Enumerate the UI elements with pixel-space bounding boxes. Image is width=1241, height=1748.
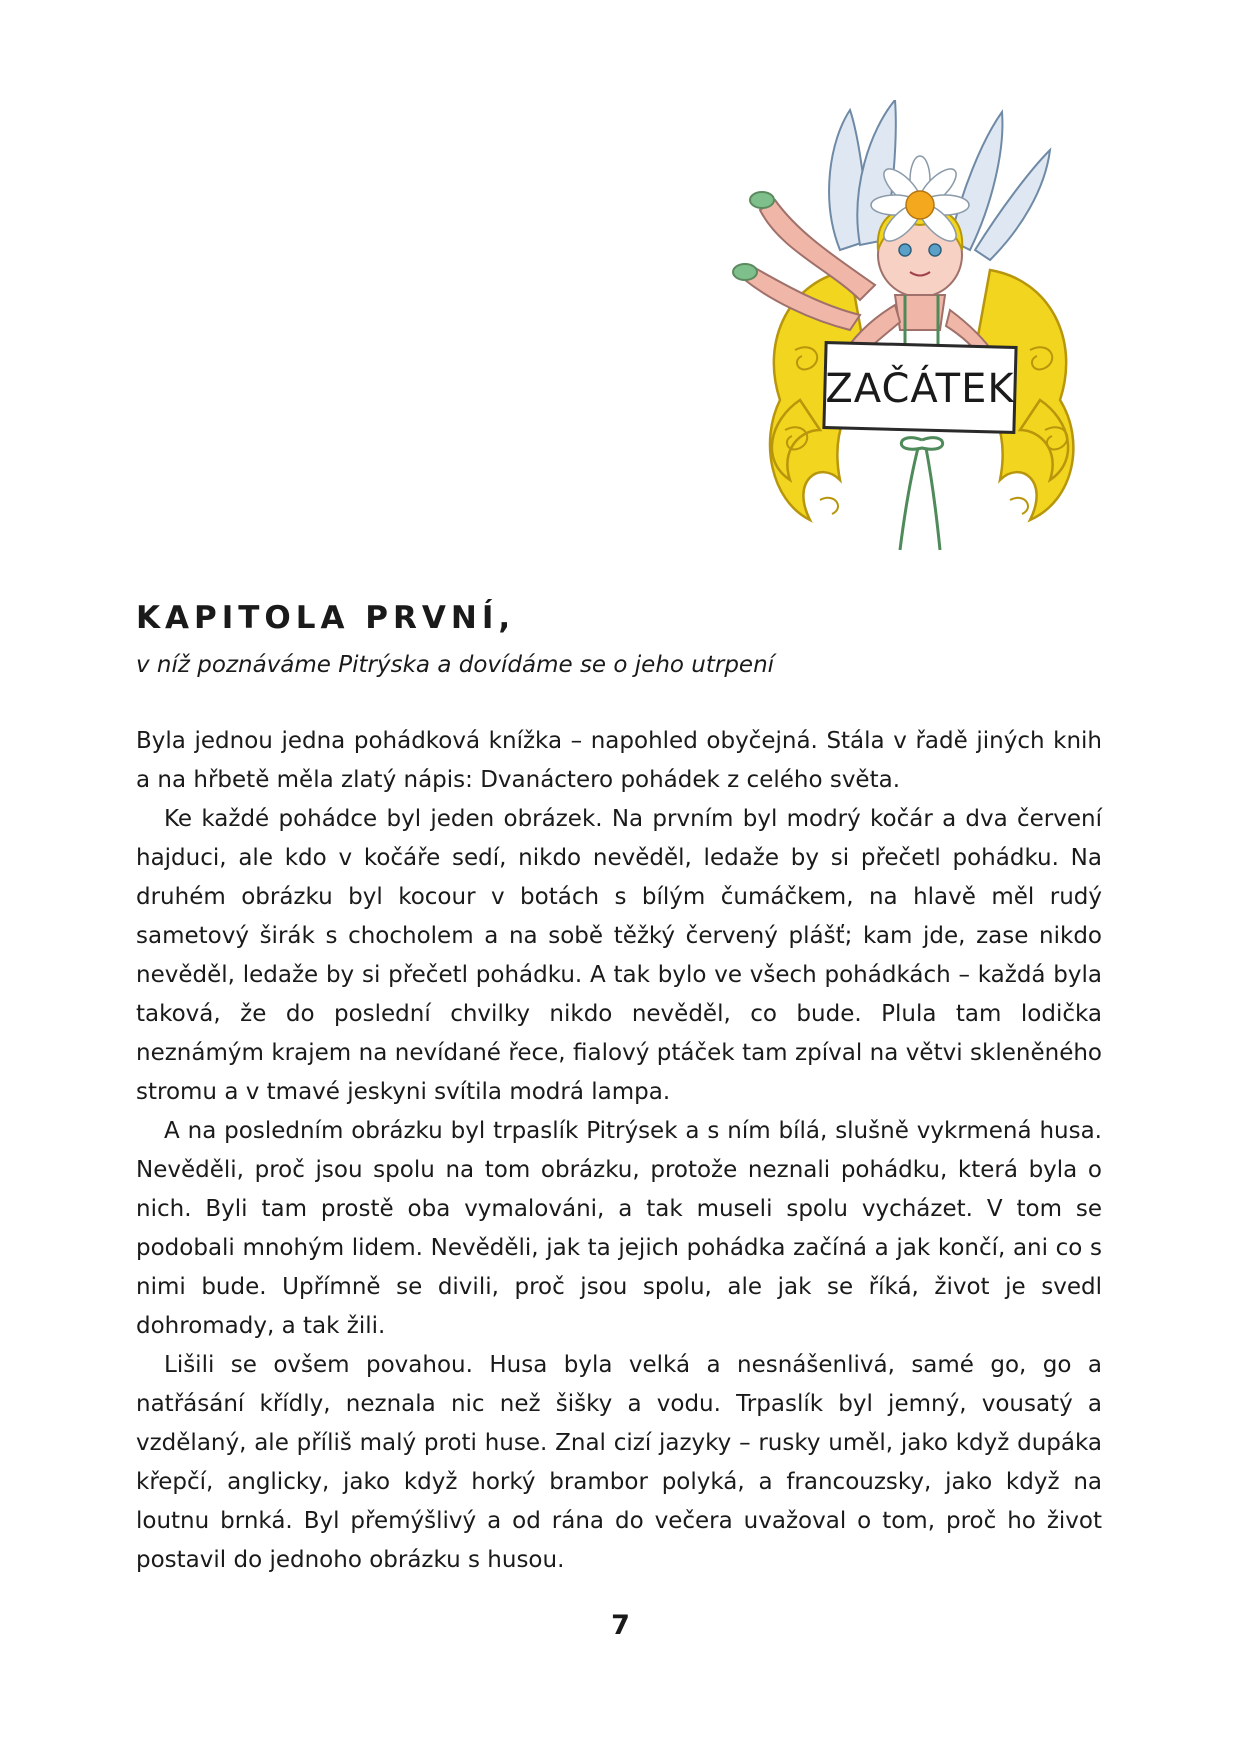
body-text (136, 722, 1102, 1580)
paragraph: A na posledním obrázku byl trpaslík Pitrýsek a s ním bílá, slušně vykrmená husa. Nevěděli, proč jsou spolu na tom obrázku, protože neznali pohádku, která byla o nich. Byli tam prostě oba vymalováni, a tak museli spolu vycházet. V tom se podobali mnohým lidem. Nevěděli, jak ta jejich pohádka začíná a jak končí, ani co s nimi bude. Upřímně se divili, proč jsou spolu, ale jak se říká, život je svedl dohromady, a tak žili. (136, 1118, 1102, 1339)
fairy-girl-illustration (700, 100, 1140, 560)
page-number: 7 (611, 1610, 630, 1641)
sign-label: ZAČÁTEK (825, 366, 1015, 412)
paragraph: Lišili se ovšem povahou. Husa byla velká a nesnášenlivá, samé go, go a natřásání křídly, neznala nic než šišky a vodu. Trpaslík byl jemný, vousatý a vzdělaný, ale příliš malý proti huse. Znal cizí jazyky – rusky uměl, jako když dupáka křepčí, anglicky, jako když horký brambor polyká, a francouzsky, jako když na loutnu brnká. Byl přemýšlivý a od rána do večera uvažoval o tom, proč ho život postavil do jednoho obrázku s husou. (136, 1352, 1102, 1573)
chapter-subtitle: v níž poznáváme Pitrýska a dovídáme se o jeho utrpení (136, 652, 775, 678)
paragraph: Byla jednou jedna pohádková knížka – napohled obyčejná. Stála v řadě jiných knih a na hřbetě měla zlatý nápis: Dvanáctero pohádek z celého světa. (136, 728, 1102, 793)
chapter-title: KAPITOLA PRVNÍ, (136, 600, 516, 636)
paragraph: Ke každé pohádce byl jeden obrázek. Na prvním byl modrý kočár a dva červení hajduci, ale kdo v kočáře sedí, nikdo nevěděl, ledaže by si přečetl pohádku. Na druhém obrázku byl kocour v botách s bílým čumáčkem, na hlavě měl rudý sametový širák s chocholem a na sobě těžký červený plášť; kam jde, zase nikdo nevěděl, ledaže by si přečetl pohádku. A tak bylo ve všech pohádkách – každá byla taková, že do poslední chvilky nikdo nevěděl, co bude. Plula tam lodička neznámým krajem na nevídané řece, fialový ptáček tam zpíval na větvi skleněného stromu a v tmavé jeskyni svítila modrá lampa. (136, 806, 1102, 1105)
